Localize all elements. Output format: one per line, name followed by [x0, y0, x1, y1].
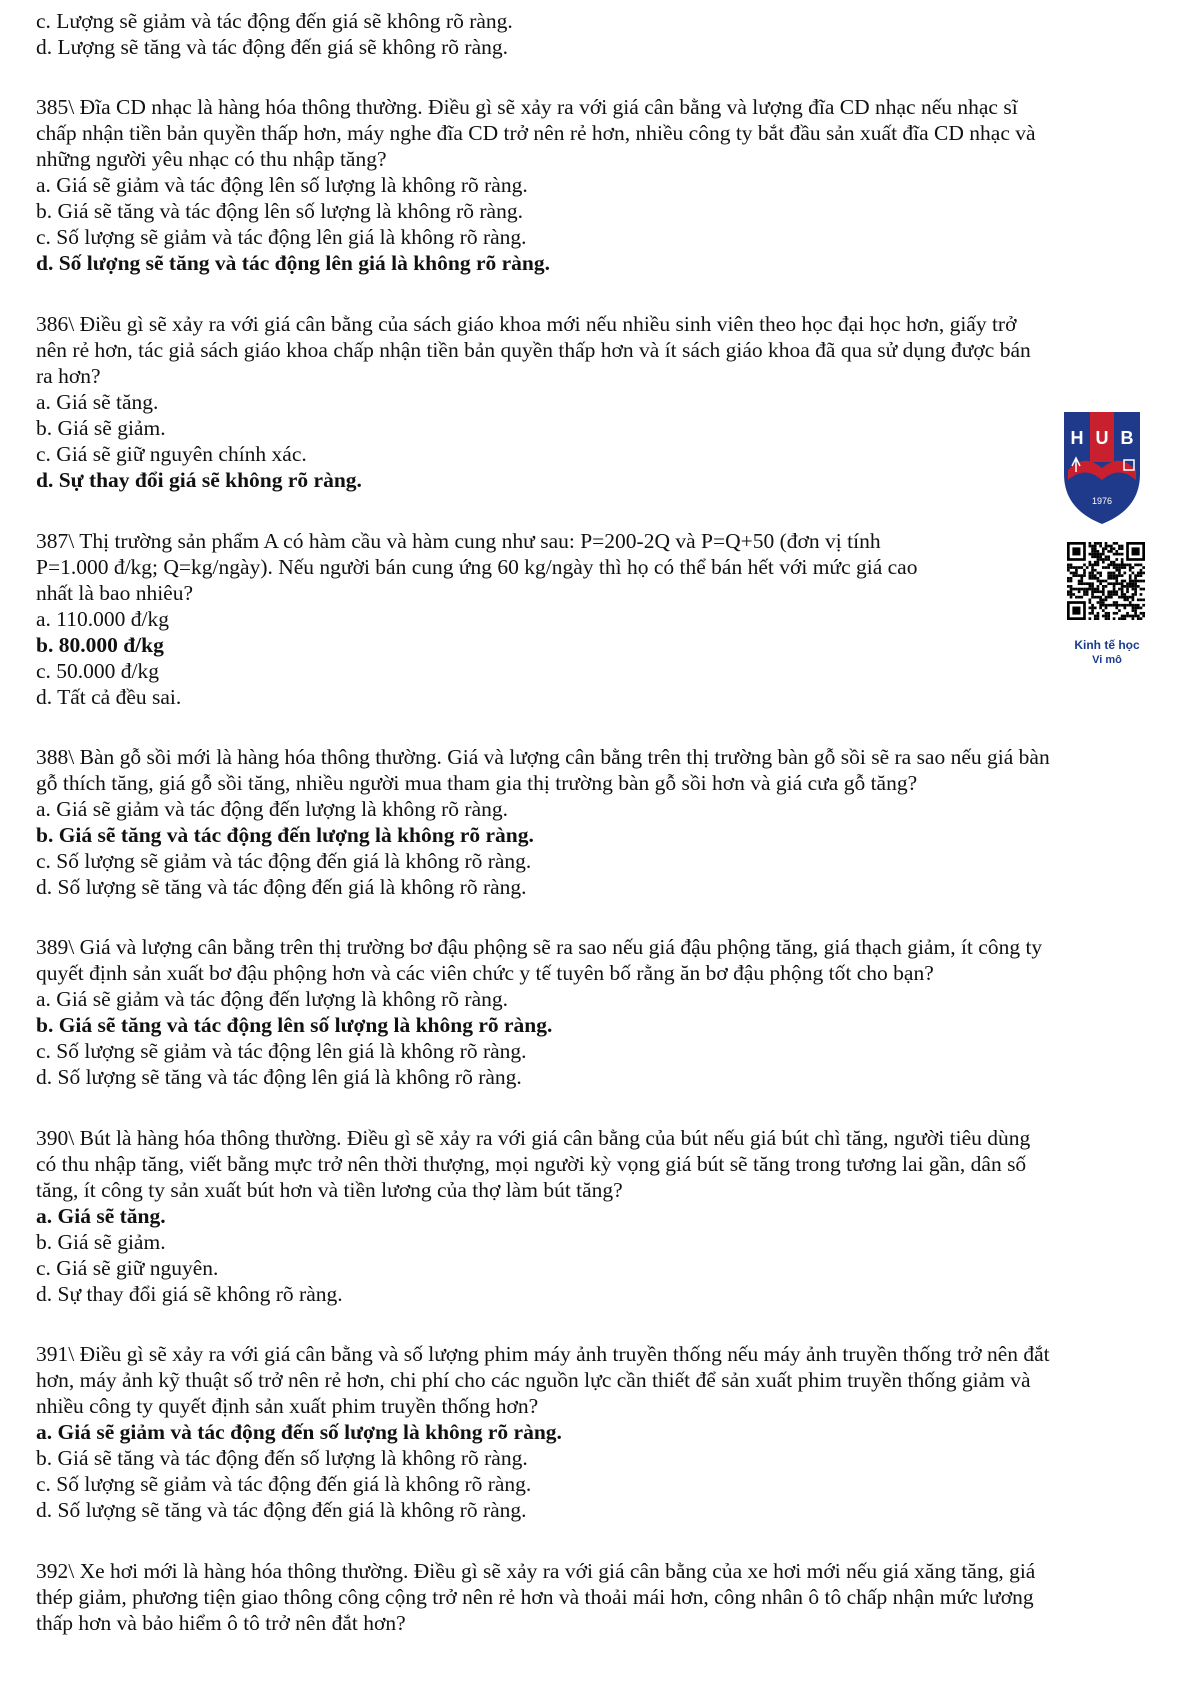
text-line: nên rẻ hơn, tác giả sách giáo khoa chấp nhận tiền bản quyền thấp hơn và ít sách giáo khoa đã qua sử dụng được bán: [36, 338, 1031, 362]
text-line: d. Số lượng sẽ tăng và tác động lên giá là không rõ ràng.: [36, 1065, 522, 1089]
answer-line-highlighted: d. Số lượng sẽ tăng và tác động lên giá là không rõ ràng.: [36, 251, 551, 275]
text-line: a. Giá sẽ giảm và tác động đến lượng là không rõ ràng.: [36, 797, 509, 821]
text-line: b. Giá sẽ tăng và tác động lên số lượng là không rõ ràng.: [36, 199, 523, 223]
text-line: d. Lượng sẽ tăng và tác động đến giá sẽ không rõ ràng.: [36, 35, 509, 59]
text-line: thép giảm, phương tiện giao thông công cộng trở nên rẻ hơn và thoải mái hơn, công nhân ô tô chấp nhận mức lương: [36, 1585, 1034, 1609]
qr-code: [1067, 541, 1145, 621]
text-line: c. Số lượng sẽ giảm và tác động đến giá là không rõ ràng.: [36, 849, 532, 873]
text-line: quyết định sản xuất bơ đậu phộng hơn và các viên chức y tế tuyên bố rằng ăn bơ đậu phộng tốt cho bạn?: [36, 961, 934, 985]
text-line: d. Số lượng sẽ tăng và tác động đến giá là không rõ ràng.: [36, 875, 527, 899]
svg-text:1976: 1976: [1091, 496, 1113, 506]
text-line: c. Số lượng sẽ giảm và tác động đến giá là không rõ ràng.: [36, 1472, 532, 1496]
text-line: những người yêu nhạc có thu nhập tăng?: [36, 147, 387, 171]
text-line: c. Số lượng sẽ giảm và tác động lên giá là không rõ ràng.: [36, 1039, 527, 1063]
text-line: a. Giá sẽ giảm và tác động lên số lượng là không rõ ràng.: [36, 173, 528, 197]
text-line: 385\ Đĩa CD nhạc là hàng hóa thông thường. Điều gì sẽ xảy ra với giá cân bằng và lượng đĩa CD nhạc nếu nhạc sĩ: [36, 95, 1018, 119]
hub-logo: [1060, 408, 1144, 526]
svg-text:B: B: [1120, 428, 1134, 448]
text-line: c. Giá sẽ giữ nguyên.: [36, 1256, 219, 1280]
text-line: b. Giá sẽ giảm.: [36, 1230, 166, 1254]
text-line: chấp nhận tiền bản quyền thấp hơn, máy nghe đĩa CD trở nên rẻ hơn, nhiều công ty bắt đầu sản xuất đĩa CD nhạc và: [36, 121, 1036, 145]
text-line: 389\ Giá và lượng cân bằng trên thị trường bơ đậu phộng sẽ ra sao nếu giá đậu phộng tăng, giá thạch giảm, ít công ty: [36, 935, 1043, 959]
text-line: b. Giá sẽ tăng và tác động đến số lượng là không rõ ràng.: [36, 1446, 528, 1470]
text-line: a. 110.000 đ/kg: [36, 607, 169, 631]
text-line: có thu nhập tăng, viết bằng mực trở nên thời thượng, mọi người kỳ vọng giá bút sẽ tăng trong tương lai gần, dân số: [36, 1152, 1027, 1176]
text-line: 386\ Điều gì sẽ xảy ra với giá cân bằng của sách giáo khoa mới nếu nhiều sinh viên theo học đại học hơn, giấy trở: [36, 312, 1017, 336]
text-line: a. Giá sẽ tăng.: [36, 390, 159, 414]
text-line: d. Sự thay đổi giá sẽ không rõ ràng.: [36, 1282, 343, 1306]
text-line: c. Lượng sẽ giảm và tác động đến giá sẽ không rõ ràng.: [36, 9, 513, 33]
text-line: hơn, máy ảnh kỹ thuật số trở nên rẻ hơn, chi phí cho các nguồn lực cần thiết để sản xuất phim truyền thống giảm và: [36, 1368, 1031, 1392]
text-line: c. Số lượng sẽ giảm và tác động lên giá là không rõ ràng.: [36, 225, 527, 249]
answer-line-highlighted: a. Giá sẽ tăng.: [36, 1204, 166, 1228]
text-line: 390\ Bút là hàng hóa thông thường. Điều gì sẽ xảy ra với giá cân bằng của bút nếu giá bút chì tăng, người tiêu dùng: [36, 1126, 1031, 1150]
svg-text:U: U: [1095, 428, 1109, 448]
answer-line-highlighted: a. Giá sẽ giảm và tác động đến số lượng là không rõ ràng.: [36, 1420, 562, 1444]
text-line: b. Giá sẽ giảm.: [36, 416, 166, 440]
answer-line-highlighted: b. Giá sẽ tăng và tác động lên số lượng là không rõ ràng.: [36, 1013, 553, 1037]
text-line: c. 50.000 đ/kg: [36, 659, 160, 683]
text-line: 387\ Thị trường sản phẩm A có hàm cầu và hàm cung như sau: P=200-2Q và P=Q+50 (đơn vị tính: [36, 529, 881, 553]
answer-line-highlighted: b. 80.000 đ/kg: [36, 633, 164, 657]
text-line: P=1.000 đ/kg; Q=kg/ngày). Nếu người bán cung ứng 60 kg/ngày thì họ có thể bán hết với mức giá cao: [36, 555, 918, 579]
answer-line-highlighted: d. Sự thay đổi giá sẽ không rõ ràng.: [36, 468, 362, 492]
text-line: 388\ Bàn gỗ sồi mới là hàng hóa thông thường. Giá và lượng cân bằng trên thị trường bàn gỗ sồi sẽ ra sao nếu giá bàn: [36, 745, 1050, 769]
text-line: d. Tất cả đều sai.: [36, 685, 182, 709]
text-line: tăng, ít công ty sản xuất bút hơn và tiền lương của thợ làm bút tăng?: [36, 1178, 623, 1202]
text-line: ra hơn?: [36, 364, 101, 388]
text-line: nhất là bao nhiêu?: [36, 581, 194, 605]
text-line: 392\ Xe hơi mới là hàng hóa thông thường. Điều gì sẽ xảy ra với giá cân bằng của xe hơi mới nếu giá xăng tăng, giá: [36, 1559, 1036, 1583]
text-line: d. Số lượng sẽ tăng và tác động đến giá là không rõ ràng.: [36, 1498, 527, 1522]
svg-text:H: H: [1070, 428, 1084, 448]
watermark-caption-line1: Kinh tế học: [1074, 638, 1140, 652]
text-line: nhiều công ty quyết định sản xuất phim truyền thống hơn?: [36, 1394, 539, 1418]
text-line: a. Giá sẽ giảm và tác động đến lượng là không rõ ràng.: [36, 987, 509, 1011]
text-line: 391\ Điều gì sẽ xảy ra với giá cân bằng và số lượng phim máy ảnh truyền thống nếu máy ảnh truyền thống trở nên đắt: [36, 1342, 1050, 1366]
text-line: gỗ thích tăng, giá gỗ sồi tăng, nhiều người mua tham gia thị trường bàn gỗ sồi hơn và giá cưa gỗ tăng?: [36, 771, 918, 795]
text-line: c. Giá sẽ giữ nguyên chính xác.: [36, 442, 307, 466]
text-line: thấp hơn và bảo hiểm ô tô trở nên đắt hơn?: [36, 1611, 406, 1635]
watermark-caption-line2: Vi mô: [1092, 654, 1122, 666]
answer-line-highlighted: b. Giá sẽ tăng và tác động đến lượng là không rõ ràng.: [36, 823, 534, 847]
